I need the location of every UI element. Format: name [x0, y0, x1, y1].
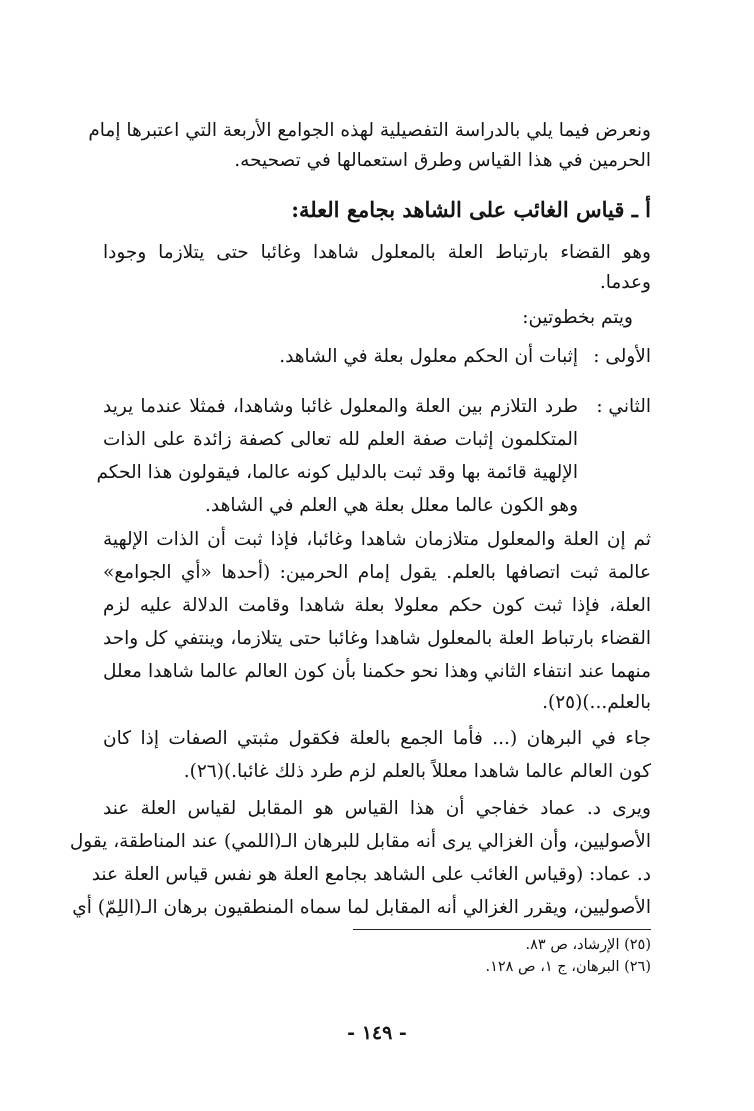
paragraph-emad-line-2: الأصوليين، وأن الغزالي يرى أنه مقابل للبرهان الـ(اللمي) عند المناطقة، يقول	[69, 831, 651, 852]
steps-intro: ويتم بخطوتين:	[522, 307, 633, 328]
section-heading: أ ـ قياس الغائب على الشاهد بجامع العلة:	[291, 197, 651, 222]
first-step-text: إثبات أن الحكم معلول بعلة في الشاهد.	[279, 346, 578, 367]
first-step-label: الأولى :	[593, 346, 651, 367]
paragraph-then-line-6: بالعلم...)(٢٥).	[542, 692, 651, 713]
second-step-line-4: وهو الكون عالما معلل بعلة هي العلم في الشاهد.	[205, 495, 578, 516]
paragraph-emad-line-3: د. عماد: (وقياس الغائب على الشاهد بجامع العلة هو نفس قياس العلة عند	[91, 864, 651, 885]
second-step-line-2: المتكلمون إثبات صفة العلم لله تعالى كصفة زائدة على الذات	[103, 429, 578, 450]
paragraph-then-line-4: القضاء بارتباط العلة بالمعلول شاهدا وغائبا حتى يتلازما، وينتفي كل واحد	[103, 628, 651, 649]
paragraph-then-line-1: ثم إن العلة والمعلول متلازمان شاهدا وغائبا، فإذا ثبت أن الذات الإلهية	[103, 529, 651, 550]
definition-line-1: وهو القضاء بارتباط العلة بالمعلول شاهدا وغائبا حتى يتلازما وجودا	[103, 242, 651, 263]
paragraph-then-line-5: منهما عند انتفاء الثاني وهذا نحو حكمنا بأن كون العالم عالما شاهدا معلل	[103, 661, 651, 682]
footnote-26: (٢٦) البرهان، ج ١، ص ١٢٨.	[485, 959, 651, 975]
footnote-divider	[353, 929, 651, 930]
second-step-line-3: الإلهية قائمة بها وقد ثبت بالدليل كونه عالما، فيقولون هذا الحكم	[96, 462, 578, 483]
intro-line-2: الحرمين في هذا القياس وطرق استعمالها في تصحيحه.	[234, 150, 651, 171]
paragraph-then-line-2: عالمة ثبت اتصافها بالعلم. يقول إمام الحرمين: (أحدها «أي الجوامع»	[103, 562, 651, 583]
intro-line-1: ونعرض فيما يلي بالدراسة التفصيلية لهذه الجوامع الأربعة التي اعتبرها إمام	[88, 120, 651, 141]
paragraph-then-line-3: العلة، فإذا ثبت كون حكم معلولا بعلة شاهدا وقامت الدلالة عليه لزم	[103, 595, 651, 616]
page-number: - ١٤٩ -	[347, 1022, 407, 1044]
paragraph-burhan-line-1: جاء في البرهان (... فأما الجمع بالعلة فكقول مثبتي الصفات إذا كان	[103, 728, 651, 749]
paragraph-burhan-line-2: كون العالم عالما شاهدا معللاً بالعلم لزم طرد ذلك غائبا.)(٢٦).	[183, 761, 651, 782]
second-step-line-1: طرد التلازم بين العلة والمعلول غائبا وشاهدا، فمثلا عندما يريد	[103, 396, 578, 417]
paragraph-emad-line-4: الأصوليين، ويقرر الغزالي أنه المقابل لما سماه المنطقيون برهان الـ(اللِمّ) أي	[72, 897, 651, 918]
paragraph-emad-line-1: ويرى د. عماد خفاجي أن هذا القياس هو المقابل لقياس العلة عند	[103, 798, 651, 819]
definition-line-2: وعدما.	[599, 272, 651, 293]
second-step-label: الثاني :	[596, 396, 651, 417]
footnote-25: (٢٥) الإرشاد، ص ٨٣.	[525, 937, 651, 953]
